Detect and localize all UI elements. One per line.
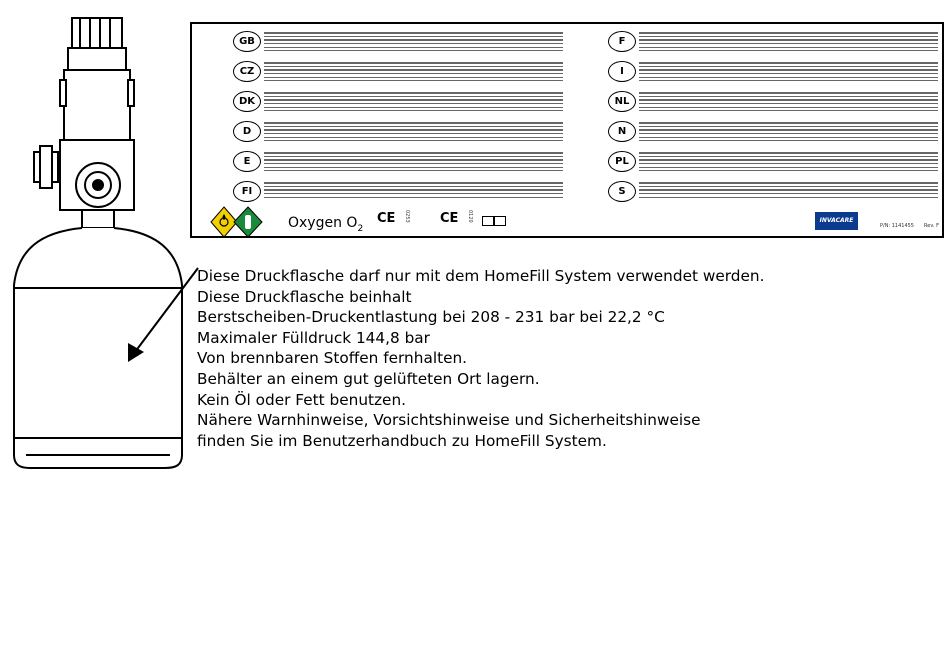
instruction-line: Von brennbaren Stoffen fernhalten. [197, 349, 468, 368]
symbol-box [494, 216, 506, 226]
instruction-line: Diese Druckflasche darf nur mit dem HomeFill System verwendet werden. [197, 267, 765, 285]
lang-badge: E [233, 151, 261, 172]
lang-badge: GB [233, 31, 261, 52]
lang-badge: NL [608, 91, 636, 112]
ce-mark-2: CE [440, 211, 459, 226]
compressed-gas-diamond-icon [234, 207, 262, 237]
lang-block-i [567, 58, 942, 92]
oxygen-cylinder-drawing [0, 0, 200, 500]
ce-number-2: 0120 [467, 210, 473, 223]
instruction-line: Kein Öl oder Fett benutzen. [197, 390, 407, 409]
lang-block-pl [567, 148, 942, 182]
lang-badge: N [608, 121, 636, 142]
instruction-line: Nähere Warnhinweise, Vorsichtshinweise und Sicherheitshinweise [197, 411, 701, 430]
revision: Rev. F [924, 223, 939, 229]
lang-block-e [192, 148, 567, 182]
lang-block-n [567, 118, 942, 152]
lang-badge: CZ [233, 61, 261, 82]
lang-badge: PL [608, 151, 636, 172]
lang-block-d [192, 118, 567, 152]
lang-badge: I [608, 61, 636, 82]
hazard-diamonds [210, 206, 264, 238]
lang-badge: F [608, 31, 636, 52]
product-name: Oxygen $O_2$ [288, 215, 364, 234]
lang-badge: FI [233, 181, 261, 202]
instruction-text [197, 266, 764, 451]
brand-logo: INVACARE [815, 212, 858, 230]
lang-block-s [567, 178, 942, 212]
instruction-line: Berstscheiben-Druckentlastung bei 208 - 231 bar bei 22,2 °C [197, 308, 665, 327]
instruction-line: Diese Druckflasche beinhalt [197, 287, 412, 306]
oxidizer-diamond-icon [211, 207, 237, 237]
lang-block-dk [192, 88, 567, 122]
lang-block-cz [192, 58, 567, 92]
instruction-line: Maximaler Fülldruck 144,8 bar [197, 328, 430, 347]
lang-badge: D [233, 121, 261, 142]
lang-badge: DK [233, 91, 261, 112]
part-number: P/N: 1141455 [880, 223, 914, 229]
lang-block-nl [567, 88, 942, 122]
lang-block-gb [192, 28, 567, 62]
instruction-line: Behälter an einem gut gelüfteten Ort lagern. [197, 369, 540, 388]
ce-number-1: 0253 [404, 210, 410, 223]
cylinder-label [190, 22, 944, 238]
lang-badge: S [608, 181, 636, 202]
lang-block-f [567, 28, 942, 62]
symbol-box [482, 216, 494, 226]
instruction-line: finden Sie im Benutzerhandbuch zu HomeFill System. [197, 431, 607, 450]
ce-mark: CE [377, 211, 396, 226]
